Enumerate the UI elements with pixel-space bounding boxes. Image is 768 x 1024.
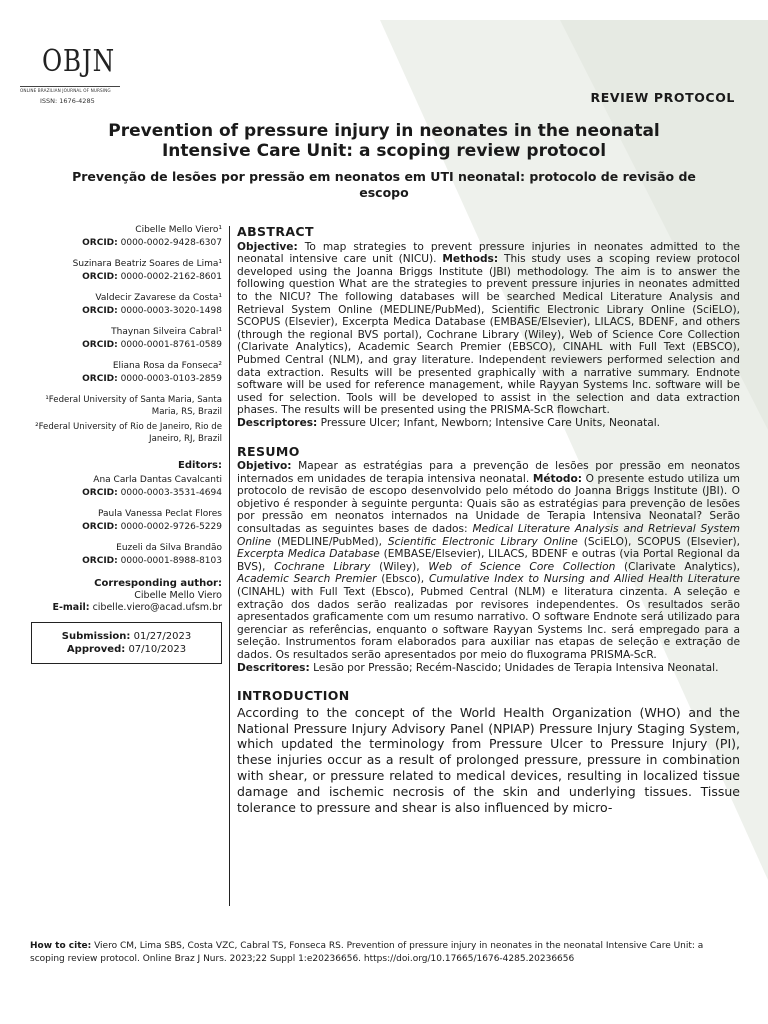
document-type: REVIEW PROTOCOL xyxy=(590,90,735,105)
article-title xyxy=(40,121,728,161)
introduction-text: According to the concept of the World Health Organization (WHO) and the National Pressure Injury Advisory Panel (NPIAP) Pressure Injury Staging System, which updated the terminology from Pressure Ulcer to Pressure Injury (PI), these injuries occur as a result of prolonged pressure, pressure in combination with shear, or pressure related to medical devices, resulting in localized tissue damage and ischemic necrosis of the skin and underlying tissues. Tissue tolerance to pressure and shear is also influenced by micro- xyxy=(237,704,740,815)
author-entry xyxy=(26,258,222,284)
affiliation-2: ²Federal University of Rio de Janeiro, Rio de Janeiro, RJ, Brazil xyxy=(35,422,222,444)
column-divider xyxy=(229,226,230,906)
title-line-1: Prevention of pressure injury in neonates in the neonatal xyxy=(108,121,660,141)
author-name: Eliana Rosa da Fonseca² xyxy=(112,361,222,371)
corresponding-label: Corresponding author: xyxy=(94,578,222,589)
citation-text[interactable]: Viero CM, Lima SBS, Costa VZC, Cabral TS, Fonseca RS. Prevention of pressure injury in neonates in the neonatal Intensive Care Unit: a scoping review protocol. Online Braz J Nurs. 2023;22 Suppl 1:e20236656. https://doi.org/10.17665/1676-4285.20236656 xyxy=(30,941,704,964)
author-orcid[interactable]: ORCID: 0000-0002-2162-8601 xyxy=(82,272,222,282)
author-sidebar xyxy=(26,224,222,614)
editor-orcid[interactable]: ORCID: 0000-0001-8988-8103 xyxy=(82,556,222,566)
affiliation-1: ¹Federal University of Santa Maria, Santa Maria, RS, Brazil xyxy=(45,395,222,417)
issn: ISSN: 1676-4285 xyxy=(40,97,95,105)
article-subtitle xyxy=(40,169,728,201)
subtitle-line-1: Prevenção de lesões por pressão em neonatos em UTI neonatal: protocolo de revisão de xyxy=(72,169,696,184)
title-line-2: Intensive Care Unit: a scoping review protocol xyxy=(161,141,607,161)
logo-divider xyxy=(20,86,120,87)
editors-label: Editors: xyxy=(178,460,222,471)
author-name: Suzinara Beatriz Soares de Lima¹ xyxy=(72,259,222,269)
introduction-heading: INTRODUCTION xyxy=(237,688,350,704)
editor-orcid[interactable]: ORCID: 0000-0002-9726-5229 xyxy=(82,522,222,532)
corresponding-name: Cibelle Mello Viero xyxy=(134,590,222,601)
editor-name: Ana Carla Dantas Cavalcanti xyxy=(93,475,222,485)
abstract-descriptors: Descriptores: Pressure Ulcer; Infant, Newborn; Intensive Care Units, Neonatal. xyxy=(237,416,661,429)
editor-entry xyxy=(26,474,222,500)
editor-name: Euzeli da Silva Brandão xyxy=(116,543,222,553)
author-entry xyxy=(26,292,222,318)
editor-name: Paula Vanessa Peclat Flores xyxy=(98,509,222,519)
author-name: Thaynan Silveira Cabral¹ xyxy=(111,327,222,337)
subtitle-line-2: escopo xyxy=(359,185,409,200)
journal-logo xyxy=(20,42,120,104)
editors-block xyxy=(26,459,222,568)
author-entry xyxy=(26,360,222,386)
corresponding-author xyxy=(26,578,222,614)
abstract-body: Objective: To map strategies to prevent pressure injuries in neonates admitted to the neonatal intensive care unit (NICU). Methods: This study uses a scoping review protocol developed using the Joanna Briggs Institute (JBI) methodology. The aim is to answer the following question What are the strategies to prevent pressure injuries in neonates admitted to the NICU? The following databases will be searched Medical Literature Analysis and Retrieval System Online (MEDLINE/PubMed), Scientific Electronic Library Online (SciELO), SCOPUS (Elsevier), Excerpta Medica Database (EMBASE/Elsevier), LILACS, BDENF, and others (through the regional BVS portal), Cochrane Library (Wiley), Web of Science Core Collection (Clarivate Analytics), Academic Search Premier (EBSCO), CINAHL with Full Text (EBSCO), Pubmed Central (NLM), and gray literature. Independent reviewers performed selection and data extraction. Results will be presented graphically with a narrative summary. Endnote software will be used for reference management, while Rayyan Systems Inc. software will be used for selection. Tools will be developed to assist in the selection and data extraction phases. The results will be presented using the PRISMA-ScR flowchart. xyxy=(237,240,741,417)
corresponding-email[interactable]: E-mail: cibelle.viero@acad.ufsm.br xyxy=(52,602,222,613)
main-column xyxy=(237,226,740,815)
author-orcid[interactable]: ORCID: 0000-0002-9428-6307 xyxy=(82,238,222,248)
resumo-body: Objetivo: Mapear as estratégias para a prevenção de lesões por pressão em neonatos internados em unidades de terapia intensiva neonatal. Método: O presente estudo utiliza um protocolo de revisão de escopo desenvolvido pelo método do Joanna Briggs Institute (JBI). O objetivo é responder à seguinte pergunta: Quais são as estratégias para prevenção de lesões por pressão em neonatos internados na Unidade de Terapia Intensiva Neonatal? Serão consultadas as seguintes bases de dados: Medical Literature Analysis and Retrieval System Online (MEDLINE/PubMed), Scientific Electronic Library Online (SciELO), SCOPUS (Elsevier), Excerpta Medica Database (EMBASE/Elsevier), LILACS, BDENF e outras (via Portal Regional da BVS), Cochrane Library (Wiley), Web of Science Core Collection (Clarivate Analytics), Academic Search Premier (Ebsco), Cumulative Index to Nursing and Allied Health Literature (CINAHL) with Full Text (Ebsco), Pubmed Central (NLM) e literatura cinzenta. A seleção e extração dos dados serão realizadas por revisores independentes. Os resultados serão apresentados graficamente com um resumo narrativo. O software Endnote será utilizado para gerenciar as referências, enquanto o software Rayyan Systems Inc. será empregado para a seleção. Instrumentos foram elaborados para auxiliar nas etapas de seleção e extração de dados. Os resultados serão apresentados por meio do fluxograma PRISMA-ScR. xyxy=(237,460,741,661)
author-entry xyxy=(26,224,222,250)
editor-entry xyxy=(26,508,222,534)
author-name: Cibelle Mello Viero¹ xyxy=(135,225,222,235)
resumo-descriptors: Descritores: Lesão por Pressão; Recém-Nascido; Unidades de Terapia Intensiva Neonatal. xyxy=(237,661,719,674)
abstract-heading: ABSTRACT xyxy=(237,224,314,239)
logo-mark: OBJN xyxy=(42,44,115,79)
submission-date: Submission: 01/27/2023 xyxy=(61,631,192,642)
approved-date: Approved: 07/10/2023 xyxy=(66,644,187,655)
editor-orcid[interactable]: ORCID: 0000-0003-3531-4694 xyxy=(82,488,222,498)
author-orcid[interactable]: ORCID: 0000-0001-8761-0589 xyxy=(82,340,222,350)
logo-subtitle: ONLINE BRAZILIAN JOURNAL OF NURSING xyxy=(20,88,111,93)
author-name: Valdecir Zavarese da Costa¹ xyxy=(95,293,222,303)
author-entry xyxy=(26,326,222,352)
citation-footer: How to cite: Viero CM, Lima SBS, Costa VZC, Cabral TS, Fonseca RS. Prevention of pressure injury in neonates in the neonatal Intensive Care Unit: a scoping review protocol. Online Braz J Nurs. 2023;22 Suppl 1:e20236656. https://doi.org/10.17665/1676-4285.20236656 xyxy=(30,941,704,964)
editor-entry xyxy=(26,542,222,568)
author-orcid[interactable]: ORCID: 0000-0003-0103-2859 xyxy=(82,374,222,384)
affiliations xyxy=(26,394,222,445)
dates-box xyxy=(31,622,222,664)
author-orcid[interactable]: ORCID: 0000-0003-3020-1498 xyxy=(82,306,222,316)
resumo-heading: RESUMO xyxy=(237,443,300,459)
